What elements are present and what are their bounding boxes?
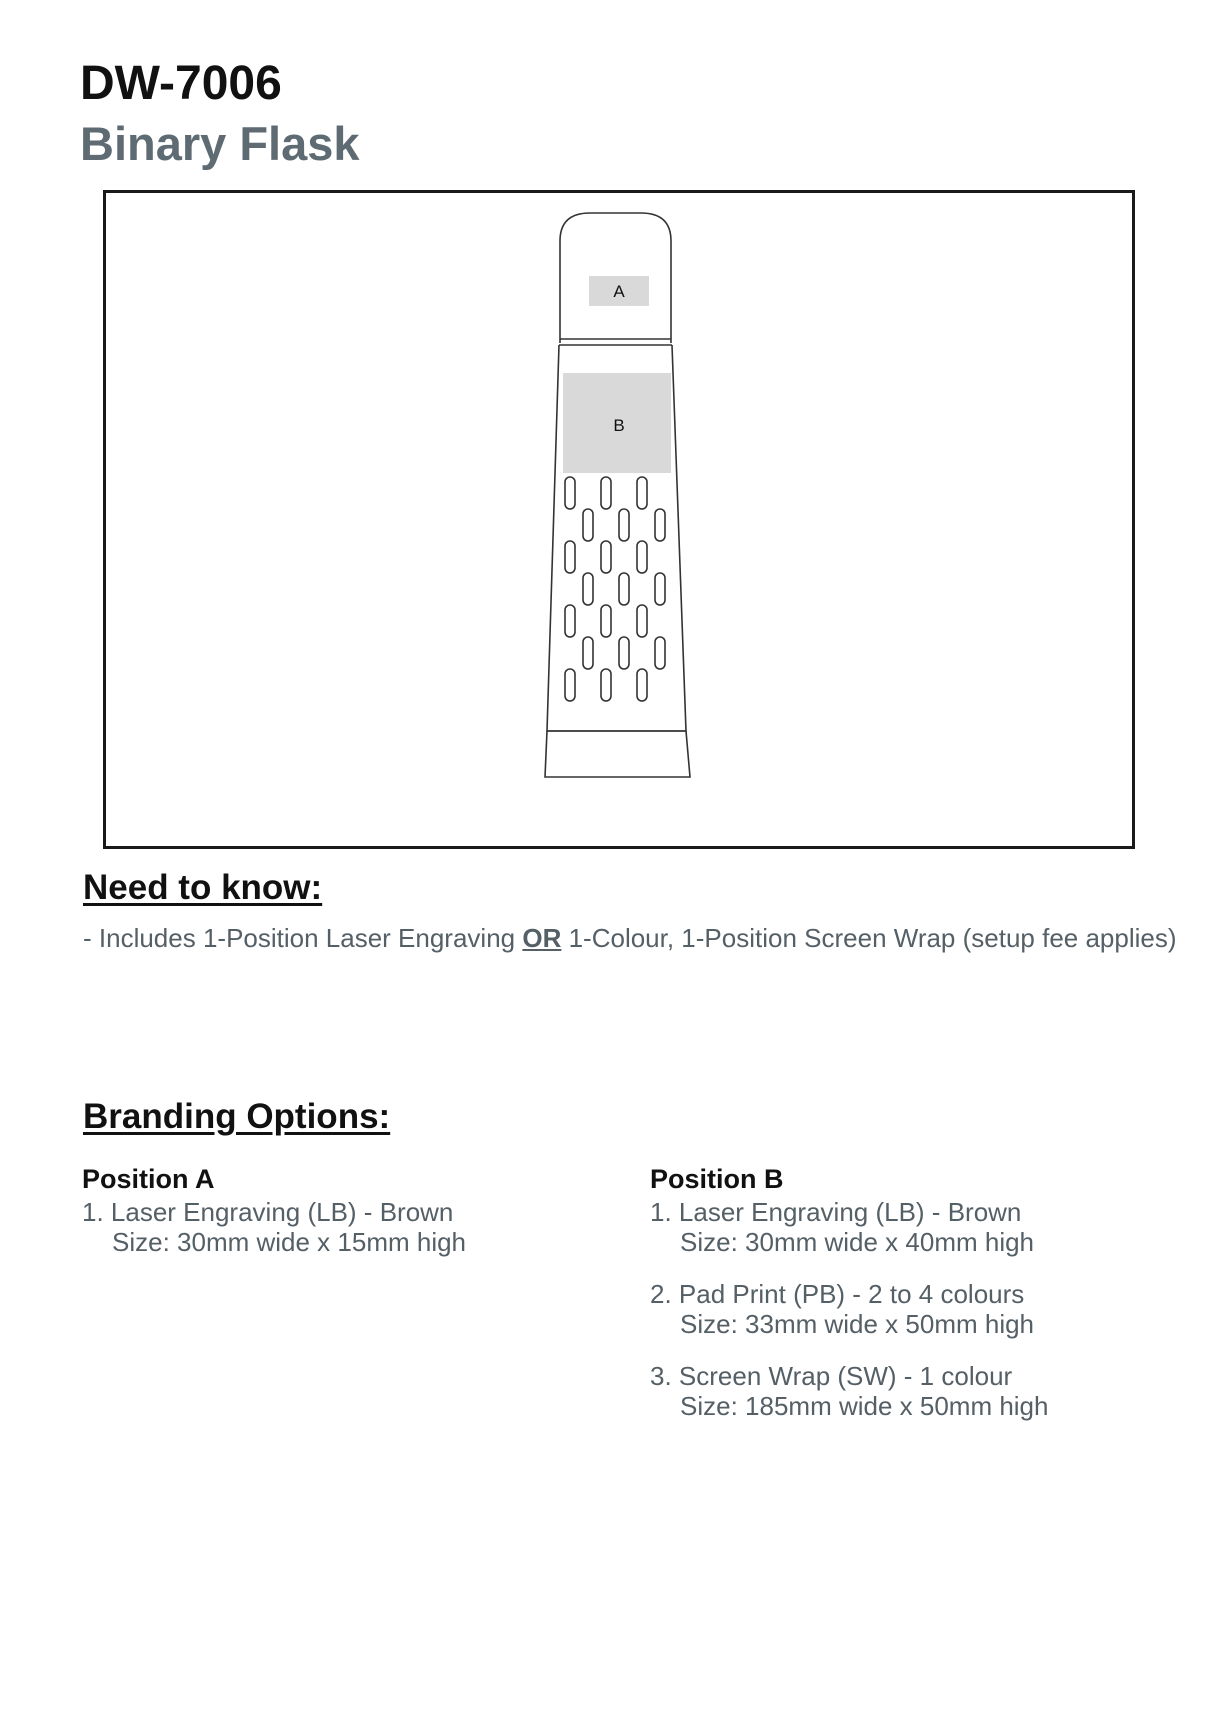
binary-zero-shape — [565, 541, 575, 573]
binary-zero-shape — [619, 573, 629, 605]
binary-zero-shape — [619, 509, 629, 541]
position-b-option — [650, 1197, 1048, 1257]
option-label: 2. Pad Print (PB) - 2 to 4 colours — [650, 1279, 1025, 1309]
option-label: 3. Screen Wrap (SW) - 1 colour — [650, 1361, 1013, 1391]
binary-zero-shape — [637, 477, 647, 509]
flask-base-outline — [545, 731, 690, 777]
note-text-after: 1-Colour, 1-Position Screen Wrap (setup fee applies) — [561, 923, 1177, 953]
binary-zero-shape — [637, 669, 647, 701]
position-b-column — [650, 1163, 1048, 1443]
product-code: DW-7006 — [80, 57, 282, 110]
binary-zero-shape — [601, 669, 611, 701]
product-diagram-frame — [103, 190, 1135, 849]
option-size: Size: 185mm wide x 50mm high — [680, 1391, 1049, 1421]
position-a-title: Position A — [82, 1164, 215, 1194]
need-to-know-title: Need to know: — [83, 868, 323, 907]
note-or: OR — [522, 923, 562, 953]
position-b-title: Position B — [650, 1164, 784, 1194]
binary-pattern — [565, 477, 665, 701]
binary-zero-shape — [637, 541, 647, 573]
binary-zero-shape — [583, 573, 593, 605]
option-size: Size: 33mm wide x 50mm high — [680, 1309, 1035, 1339]
position-a-option — [82, 1197, 466, 1257]
binary-zero-shape — [655, 637, 665, 669]
binary-zero-shape — [655, 573, 665, 605]
zone-a-label: A — [613, 282, 625, 301]
branding-options-title: Branding Options: — [83, 1097, 391, 1136]
zone-b-label: B — [613, 416, 625, 435]
product-name: Binary Flask — [80, 117, 360, 170]
binary-zero-shape — [565, 669, 575, 701]
binary-zero-shape — [655, 509, 665, 541]
note-text-before: - Includes 1-Position Laser Engraving — [83, 923, 523, 953]
binary-zero-shape — [583, 509, 593, 541]
need-to-know-text — [83, 923, 1177, 954]
binary-zero-shape — [601, 541, 611, 573]
position-b-option — [650, 1279, 1048, 1339]
binary-zero-shape — [619, 637, 629, 669]
option-label: 1. Laser Engraving (LB) - Brown — [650, 1197, 1022, 1227]
option-size: Size: 30mm wide x 40mm high — [680, 1227, 1035, 1257]
option-size: Size: 30mm wide x 15mm high — [112, 1227, 467, 1257]
binary-zero-shape — [583, 637, 593, 669]
position-b-option — [650, 1361, 1048, 1421]
binary-zero-shape — [565, 477, 575, 509]
flask-diagram — [106, 193, 1132, 846]
binary-zero-shape — [601, 477, 611, 509]
option-label: 1. Laser Engraving (LB) - Brown — [82, 1197, 454, 1227]
binary-zero-shape — [601, 605, 611, 637]
position-a-column — [82, 1163, 466, 1279]
binary-zero-shape — [565, 605, 575, 637]
binary-zero-shape — [637, 605, 647, 637]
